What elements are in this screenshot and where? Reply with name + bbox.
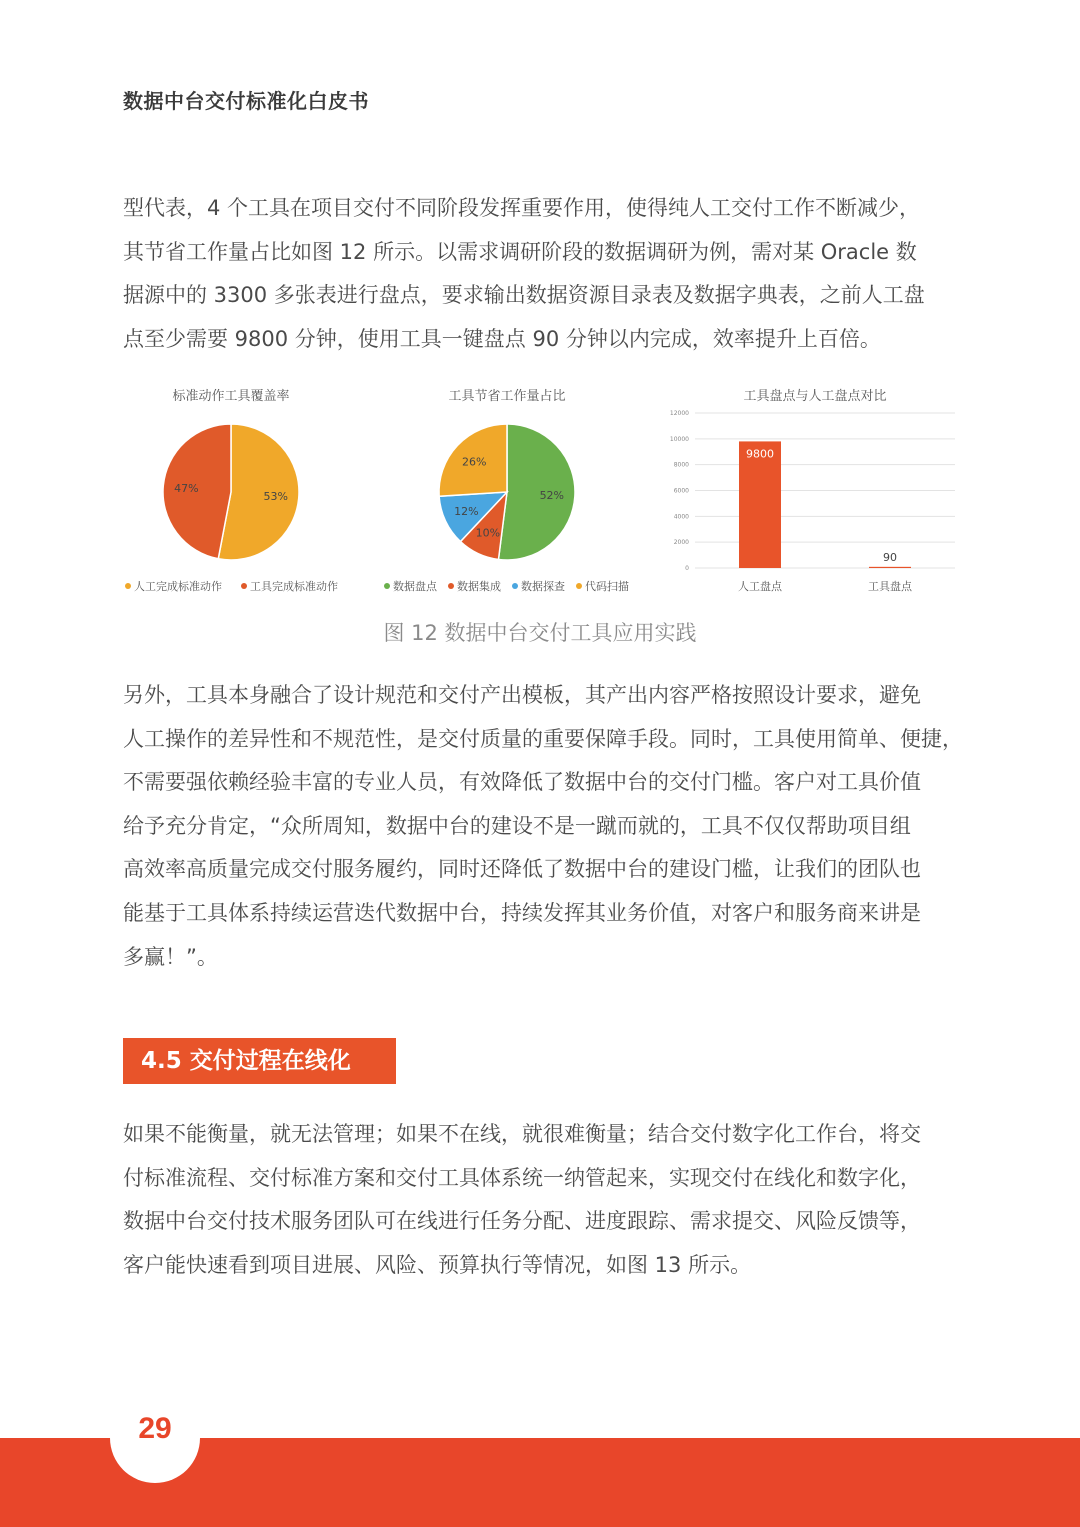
y-tick-label: 0: [685, 565, 689, 572]
legend-marker: [512, 583, 518, 589]
text-line: 如果不能衡量，就无法管理；如果不在线，就很难衡量；结合交付数字化工作台，将交: [123, 1122, 921, 1146]
y-tick-label: 10000: [669, 435, 689, 443]
y-tick-label: 4000: [673, 513, 689, 521]
text-line: 其节省工作量占比如图 12 所示。以需求调研阶段的数据调研为例，需对某 Oracle 数: [123, 239, 917, 264]
text-line: 人工操作的差异性和不规范性，是交付质量的重要保障手段。同时，工具使用简单、便捷，: [123, 726, 963, 751]
legend-label: 人工完成标准动作: [134, 580, 222, 593]
legend-label: 工具完成标准动作: [250, 580, 338, 593]
y-tick-label: 8000: [673, 461, 689, 469]
legend-label: 数据集成: [457, 580, 501, 593]
text-line: 客户能快速看到项目进展、风险、预算执行等情况，如图 13 所示。: [123, 1252, 752, 1277]
slice-label: 52%: [539, 488, 565, 502]
text-line: 型代表，4 个工具在项目交付不同阶段发挥重要作用，使得纯人工交付工作不断减少，: [123, 196, 921, 220]
pie-chart-savings: [375, 380, 645, 600]
legend-label: 数据探查: [521, 580, 565, 593]
text-line: 数据中台交付技术服务团队可在线进行任务分配、进度跟踪、需求提交、风险反馈等，: [123, 1209, 921, 1234]
text-line: 据源中的 3300 多张表进行盘点，要求输出数据资源目录表及数据字典表，之前人工盘: [123, 283, 925, 308]
slice-label: 12%: [454, 505, 479, 519]
bar-chart-comparison: [655, 380, 965, 600]
y-tick-label: 12000: [669, 410, 689, 417]
text-line: 多赢！”。: [123, 944, 218, 969]
pie-chart-coverage: [118, 380, 348, 600]
legend-label: 数据盘点: [393, 580, 437, 593]
slice-label: 47%: [174, 481, 199, 495]
x-tick-label: 工具盘点: [868, 580, 912, 593]
slice-label: 26%: [462, 455, 487, 469]
text-line: 给予充分肯定，“众所周知，数据中台的建设不是一蹴而就的，工具不仅仅帮助项目组: [123, 813, 911, 838]
x-tick-label: 人工盘点: [738, 580, 782, 593]
bar: [869, 567, 911, 568]
legend-marker: [384, 583, 390, 589]
bar-data-label: 90: [883, 550, 897, 564]
y-tick-label: 6000: [673, 487, 689, 495]
pie-chart-coverage-svg: [118, 380, 348, 600]
text-line: 不需要强依赖经验丰富的专业人员，有效降低了数据中台的交付门槛。客户对工具价值: [123, 770, 921, 795]
bar-data-label: 9800: [746, 447, 774, 461]
legend-marker: [448, 583, 454, 589]
legend-label: 代码扫描: [585, 580, 629, 593]
legend-marker: [241, 583, 247, 589]
text-line: 点至少需要 9800 分钟，使用工具一键盘点 90 分钟以内完成，效率提升上百倍。: [123, 326, 881, 351]
legend-marker: [125, 583, 131, 589]
paragraph-tools-intro: [123, 187, 958, 361]
chart-title: 标准动作工具覆盖率: [172, 389, 290, 404]
legend-marker: [576, 583, 582, 589]
text-line: 另外，工具本身融合了设计规范和交付产出模板，其产出内容严格按照设计要求，避免: [123, 683, 921, 707]
pie-chart-savings-svg: [375, 380, 645, 600]
text-line: 能基于工具体系持续运营迭代数据中台，持续发挥其业务价值，对客户和服务商来讲是: [123, 900, 921, 925]
bar-chart-comparison-svg: [655, 380, 965, 600]
chart-title: 工具盘点与人工盘点对比: [743, 389, 887, 404]
slice-label: 53%: [263, 490, 288, 504]
text-line: 付标准流程、交付标准方案和交付工具体系统一纳管起来，实现交付在线化和数字化，: [123, 1165, 921, 1190]
y-tick-label: 2000: [673, 539, 689, 547]
text-line: 高效率高质量完成交付服务履约，同时还降低了数据中台的建设门槛，让我们的团队也: [123, 857, 921, 882]
paragraph-online-delivery: [123, 1113, 958, 1287]
page-number: 29: [138, 1412, 172, 1445]
chart-title: 工具节省工作量占比: [448, 389, 566, 404]
slice-label: 10%: [475, 526, 501, 540]
paragraph-tool-value: [123, 674, 963, 979]
document-header-title: 数据中台交付标准化白皮书: [123, 89, 369, 113]
section-heading: 4.5 交付过程在线化: [123, 1038, 396, 1084]
figure-caption: 图 12 数据中台交付工具应用实践: [383, 621, 697, 645]
